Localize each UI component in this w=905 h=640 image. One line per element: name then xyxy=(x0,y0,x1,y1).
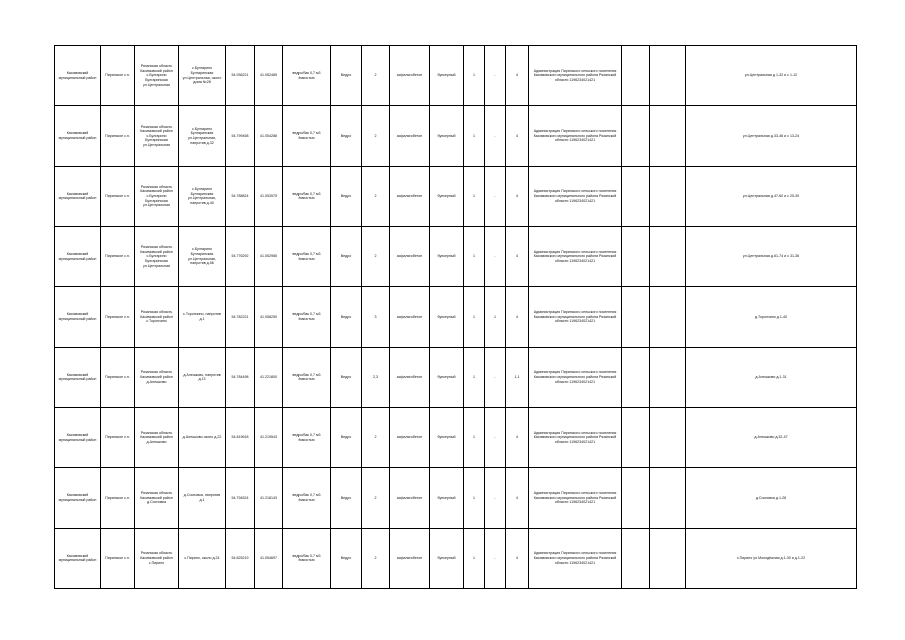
table-cell: 1 xyxy=(464,347,485,407)
table-cell xyxy=(622,528,650,588)
table-cell: бункерный xyxy=(430,528,464,588)
table-cell: 54.782221 xyxy=(226,287,255,347)
table-cell: Касимовский муниципальный район xyxy=(55,287,101,347)
table-cell: Рязанская область Касимовский район с.Булгарино Булгаринская ул.Центральная xyxy=(135,46,179,106)
table-cell: 1,1 xyxy=(506,347,529,407)
table-cell: ведро/бак 0,7 м3 ёмкостью xyxy=(283,347,331,407)
table-cell: ведро/бак 0,7 м3 ёмкостью xyxy=(283,287,331,347)
table-cell: 4 xyxy=(506,407,529,467)
table-cell xyxy=(650,287,686,347)
table-cell: 2 xyxy=(362,407,390,467)
table-cell: 4 xyxy=(506,166,529,226)
table-cell: Пиринское с.п. xyxy=(101,528,135,588)
table-cell: Пиринское с.п. xyxy=(101,226,135,286)
table-cell: 1 xyxy=(485,287,506,347)
table-cell: с.Торопчино, напротив д.1 xyxy=(179,287,226,347)
table-cell: бункерный xyxy=(430,46,464,106)
table-cell: Рязанская область Касимовский район с.Булгарино Булгаринская ул.Центральная xyxy=(135,226,179,286)
table-cell: Администрация Пиринского сельского поселения Касимовского муниципального района Рязанской области 1196234021421 xyxy=(529,106,622,166)
table-cell: - xyxy=(485,46,506,106)
table-cell: 41.219543 xyxy=(255,407,283,467)
table-cell: Ведро xyxy=(331,407,362,467)
table-cell xyxy=(622,287,650,347)
table-cell: Касимовский муниципальный район xyxy=(55,46,101,106)
table-cell: Касимовский муниципальный район xyxy=(55,528,101,588)
table-cell: - xyxy=(485,347,506,407)
table-cell: ведро/бак 0,7 м3 ёмкостью xyxy=(283,528,331,588)
table-cell: Пиринское с.п. xyxy=(101,287,135,347)
table-cell: 3 xyxy=(362,287,390,347)
table-cell: бункерный xyxy=(430,166,464,226)
table-cell xyxy=(650,166,686,226)
table-cell: 54.819618 xyxy=(226,407,255,467)
table-cell: 2 xyxy=(362,528,390,588)
table-cell: 2 xyxy=(362,468,390,528)
table-cell xyxy=(650,226,686,286)
table-cell: 2,3 xyxy=(362,347,390,407)
table-cell: 54.799458 xyxy=(226,106,255,166)
table-cell: - xyxy=(485,468,506,528)
table-cell: д.Сосновка д.1-28 xyxy=(686,468,857,528)
table-cell: ул.Центральная д 1-32 и с 1-12 xyxy=(686,46,857,106)
table-cell xyxy=(622,46,650,106)
table-cell: Администрация Пиринского сельского поселения Касимовского муниципального района Рязанской области 1196234021421 xyxy=(529,347,622,407)
table-cell: 54.776292 xyxy=(226,226,255,286)
table-cell: ведро/бак 0,7 м3 ёмкостью xyxy=(283,46,331,106)
table-cell: асфальтобетон xyxy=(390,106,430,166)
table-cell: Касимовский муниципальный район xyxy=(55,468,101,528)
table-row xyxy=(55,407,857,467)
table-cell: ведро/бак 0,7 м3 ёмкостью xyxy=(283,468,331,528)
table-cell: Касимовский муниципальный район xyxy=(55,106,101,166)
table-cell: ведро/бак 0,7 м3 ёмкостью xyxy=(283,226,331,286)
table-cell: 1 xyxy=(464,106,485,166)
table-cell: Пиринское с.п. xyxy=(101,46,135,106)
table-cell: 1 xyxy=(464,468,485,528)
table-cell: 54.825219 xyxy=(226,528,255,588)
table-cell: Рязанская область Касимовский район с.Пирино xyxy=(135,528,179,588)
table-cell: 4 xyxy=(506,46,529,106)
table-cell: 54.794524 xyxy=(226,468,255,528)
table-cell: Пиринское с.п. xyxy=(101,468,135,528)
table-cell: ведро/бак 0,7 м3 ёмкостью xyxy=(283,106,331,166)
table-cell: асфальтобетон xyxy=(390,226,430,286)
table-cell: ул.Центральная д.61-74 и с 31-36 xyxy=(686,226,857,286)
table-cell xyxy=(622,468,650,528)
table-cell: - xyxy=(485,106,506,166)
table-cell: д.Алешково, напротив д.13 xyxy=(179,347,226,407)
table-cell: Администрация Пиринского сельского поселения Касимовского муниципального района Рязанской области 1196234021421 xyxy=(529,226,622,286)
table-row xyxy=(55,528,857,588)
table-cell: асфальтобетон xyxy=(390,468,430,528)
table-cell: асфальтобетон xyxy=(390,528,430,588)
table-cell: с.Булгарино Булгаринская ул.Центральная, напротив д.40 xyxy=(179,166,226,226)
table-cell: Ведро xyxy=(331,106,362,166)
table-row xyxy=(55,106,857,166)
table-cell: Ведро xyxy=(331,528,362,588)
table-cell: асфальтобетон xyxy=(390,347,430,407)
table-cell: Пиринское с.п. xyxy=(101,166,135,226)
table-cell: Рязанская область Касимовский район д.Сосновка xyxy=(135,468,179,528)
table-cell: Рязанская область Касимовский район с.Торопчино xyxy=(135,287,179,347)
table-cell: Касимовский муниципальный район xyxy=(55,407,101,467)
table-cell: бункерный xyxy=(430,287,464,347)
table-cell: Администрация Пиринского сельского поселения Касимовского муниципального района Рязанской области 1196234021421 xyxy=(529,46,622,106)
table-cell: Администрация Пиринского сельского поселения Касимовского муниципального района Рязанской области 1196234021421 xyxy=(529,287,622,347)
table-cell: Ведро xyxy=(331,46,362,106)
table-cell: 4 xyxy=(506,226,529,286)
table-cell: асфальтобетон xyxy=(390,287,430,347)
table-row xyxy=(55,287,857,347)
table-cell xyxy=(650,407,686,467)
table-cell: асфальтобетон xyxy=(390,46,430,106)
table-cell: - xyxy=(485,407,506,467)
table-cell: Рязанская область Касимовский район с.Булгарино Булгаринская ул.Центральная xyxy=(135,166,179,226)
table-cell: бункерный xyxy=(430,347,464,407)
table-row xyxy=(55,226,857,286)
table-cell: 41.053575 xyxy=(255,166,283,226)
table-cell: Ведро xyxy=(331,166,362,226)
table-cell: Пиринское с.п. xyxy=(101,106,135,166)
table-row xyxy=(55,46,857,106)
table-cell: с.Пирино ул.Молодёжная д.1-30 и д.1-22 xyxy=(686,528,857,588)
table-cell: с.Пирино, около д.24 xyxy=(179,528,226,588)
table-cell xyxy=(650,468,686,528)
table-cell: Ведро xyxy=(331,287,362,347)
table-cell: 41.052985 xyxy=(255,226,283,286)
table-cell xyxy=(622,407,650,467)
table-cell: Касимовский муниципальный район xyxy=(55,226,101,286)
table-cell: 41.058250 xyxy=(255,287,283,347)
table-cell: Ведро xyxy=(331,347,362,407)
table-cell: с.Булгарино Булгаринская ул.Центральная, напротив д.32 xyxy=(179,106,226,166)
table-cell: 1 xyxy=(464,287,485,347)
table-cell: 1 xyxy=(464,528,485,588)
table-cell xyxy=(622,166,650,226)
table-cell: бункерный xyxy=(430,226,464,286)
table-row xyxy=(55,347,857,407)
table-cell: 4 xyxy=(506,468,529,528)
table-cell: асфальтобетон xyxy=(390,407,430,467)
table-cell: 54.936221 xyxy=(226,46,255,106)
table-cell: 2 xyxy=(362,226,390,286)
table-cell: 2 xyxy=(362,106,390,166)
table-cell: Рязанская область Касимовский район д.Алешково xyxy=(135,407,179,467)
waste-sites-table xyxy=(54,45,857,589)
table-cell: Администрация Пиринского сельского поселения Касимовского муниципального района Рязанской области 1196234021421 xyxy=(529,528,622,588)
table-cell: бункерный xyxy=(430,106,464,166)
table-cell: бункерный xyxy=(430,468,464,528)
table-cell: Администрация Пиринского сельского поселения Касимовского муниципального района Рязанской области 1196234021421 xyxy=(529,407,622,467)
table-cell: 54.784498 xyxy=(226,347,255,407)
table-cell: Рязанская область Касимовский район с.Булгарино Булгаринская ул.Центральная xyxy=(135,106,179,166)
table-cell xyxy=(650,347,686,407)
table-cell: 4 xyxy=(506,106,529,166)
table-cell: 2 xyxy=(362,46,390,106)
table-cell xyxy=(622,347,650,407)
table-cell: с.Булгарино Булгаринская ул.Центральная, напротив д.56 xyxy=(179,226,226,286)
table-cell: 1 xyxy=(464,166,485,226)
table-cell: - xyxy=(485,528,506,588)
table-cell xyxy=(650,528,686,588)
table-cell: Пиринское с.п. xyxy=(101,347,135,407)
table-cell: Пиринское с.п. xyxy=(101,407,135,467)
table-cell: 41.054697 xyxy=(255,528,283,588)
table-cell: Касимовский муниципальный район xyxy=(55,347,101,407)
table-cell: с.Булгарино Булгаринская ул.Центральная, около дома №28 xyxy=(179,46,226,106)
table-cell: ведро/бак 0,7 м3 ёмкостью xyxy=(283,166,331,226)
table-cell xyxy=(650,106,686,166)
table-cell: 41.218143 xyxy=(255,468,283,528)
table-cell: 4 xyxy=(506,287,529,347)
table-cell: ул.Центральная д.47-60 и с 25-30 xyxy=(686,166,857,226)
table-cell: д.Алешково д.32-47 xyxy=(686,407,857,467)
table-body xyxy=(55,46,857,589)
table-cell: 41.054288 xyxy=(255,106,283,166)
table-cell: 41.052485 xyxy=(255,46,283,106)
table-cell: 1 xyxy=(464,407,485,467)
table-cell: Рязанская область Касимовский район д.Алешково xyxy=(135,347,179,407)
table-cell: ведро/бак 0,7 м3 ёмкостью xyxy=(283,407,331,467)
table-cell: асфальтобетон xyxy=(390,166,430,226)
table-cell xyxy=(650,46,686,106)
table-cell: 1 xyxy=(464,226,485,286)
table-cell: Ведро xyxy=(331,468,362,528)
table-cell: 4 xyxy=(506,528,529,588)
table-cell: д.Алешково около д.22 xyxy=(179,407,226,467)
table-cell: - xyxy=(485,226,506,286)
table-cell: д.Алешково д.1-31 xyxy=(686,347,857,407)
table-row xyxy=(55,166,857,226)
table-cell: Ведро xyxy=(331,226,362,286)
table-cell xyxy=(622,106,650,166)
table-row xyxy=(55,468,857,528)
table-cell: - xyxy=(485,166,506,226)
table-cell: 1 xyxy=(464,46,485,106)
table-cell: 41.221800 xyxy=(255,347,283,407)
table-cell: бункерный xyxy=(430,407,464,467)
table-cell: 2 xyxy=(362,166,390,226)
table-cell: Администрация Пиринского сельского поселения Касимовского муниципального района Рязанской области 1196234021421 xyxy=(529,468,622,528)
table-cell: д.Торопчино д.1-40 xyxy=(686,287,857,347)
table-cell: 54.788824 xyxy=(226,166,255,226)
table-cell: Касимовский муниципальный район xyxy=(55,166,101,226)
table-cell: д.Сосновка, напротив д.1 xyxy=(179,468,226,528)
table-cell xyxy=(622,226,650,286)
table-cell: Администрация Пиринского сельского поселения Касимовского муниципального района Рязанской области 1196234021421 xyxy=(529,166,622,226)
table-cell: ул.Центральная д.33-46 и с 13-24 xyxy=(686,106,857,166)
